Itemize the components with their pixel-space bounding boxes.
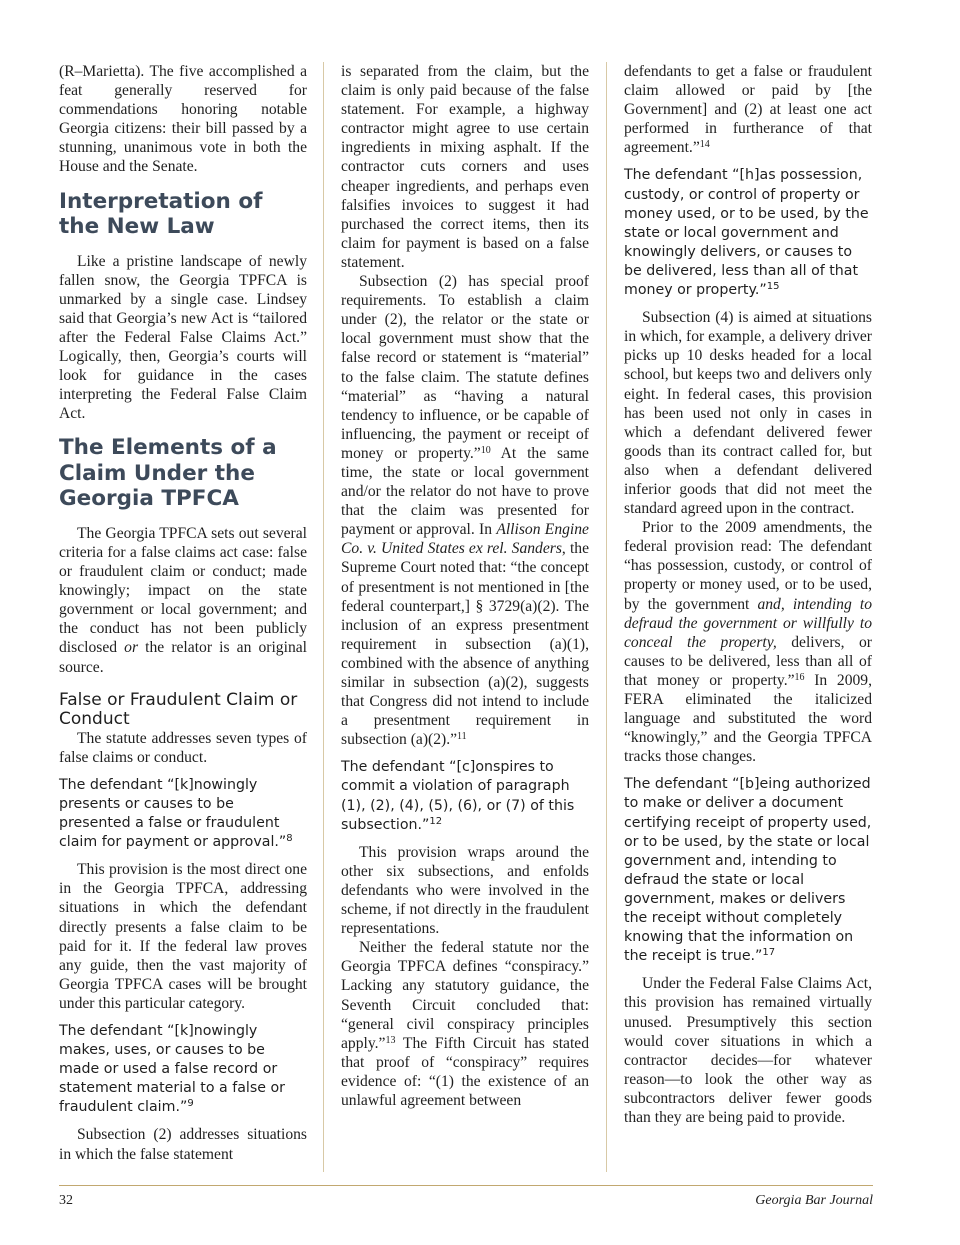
footnote-ref: 10 [480,444,491,456]
paragraph-under: Under the Federal False Claims Act, this provision has remained virtually unused. Presumptively this section would cover situations in which a contractor decides—for whatever reason—to look the other way as subcontractors deliver fewer goods than they are being paid to provide. [624,975,872,1126]
paragraph-separated: is separated from the claim, but the claim is only paid because of the false statement. For example, a highway contractor might agree to use certain ingredients in mixing asphalt. If the contractor cuts corners and uses cheaper ingredients, and perhaps even falsifies invoices to suggest it had purchased the correct items, then its claim for payment is based on a false statement. [341,63,589,271]
paragraph-statute: The statute addresses seven types of false claims or conduct. [59,729,307,766]
column-2 [341,62,589,1110]
journal-title: Georgia Bar Journal [755,1193,873,1208]
column-3 [624,62,872,1127]
page-number: 32 [59,1193,73,1208]
paragraph-subsection-2: Subsection (2) addresses situations in which the false statement [59,1126,307,1163]
paragraph-subsection-4: Subsection (4) is aimed at situations in which, for example, a delivery driver picks up 10 desks headed for a local school, but keeps two and delivers only eight. In federal cases, this provision has been used not only in cases in which a defendant delivered fewer goods than its contract called for, but also when a defendant delivered inferior goods that did not meet the standard agreed upon in the contract. [624,309,872,518]
footer-rule [59,1185,873,1186]
paragraph-wraps: This provision wraps around the other six subsections, and enfolds defendants who were involved in the scheme, if not directly in the fraudulent representations. [341,843,589,938]
footnote-ref: 9 [187,1098,194,1110]
paragraph-interpretation: Like a pristine landscape of newly fallen snow, the Georgia TPFCA is unmarked by a single case. Lindsey said that Georgia’s new Act is “tailored after the Federal False Claims Act.” Logically, then, Georgia’s courts will look for guidance in the cases interpreting the Federal False Claim Act. [59,252,307,423]
paragraph-defendants: defendants to get a false or fraudulent claim allowed or paid by [the Government] and (2) at least one act performed in furtherance of that agreement.”$^{14}$ [624,63,872,157]
paragraph-prior: Prior to the 2009 amendments, the federal provision read: The defendant “has possession, custody, or control of property or money used, or to be used, by the government and, intending to defraud the government or willfully to conceal the property, delivers, or causes to be delivered, less than all of that money or property.”$^{16}$ In 2009, FERA eliminated the italicized language and substituted the word “knowingly,” and the Georgia TPFCA tracks those changes. [624,519,872,766]
paragraph-elements: The Georgia TPFCA sets out several criteria for a false claims act case: false or fraudulent claim or conduct; made knowingly; impact on the state government or local government; and the conduct has not been publicly disclosed or the relator is an original source. [59,524,307,676]
footnote-ref: 12 [429,815,443,827]
footnote-ref: 8 [286,833,293,845]
case-name: Allison Engine Co. v. United States ex rel. Sanders [341,521,589,558]
statute-quote-1: The defendant “[k]nowingly presents or causes to be presented a false or fraudulent claim for payment or approval.”$^8$ [59,776,293,851]
footnote-ref: 14 [699,139,710,151]
footnote-ref: 15 [766,281,780,293]
column-divider [606,62,607,1172]
heading-interpretation: Interpretation of the New Law [59,188,263,240]
paragraph-conspiracy: Neither the federal statute nor the Georgia TPFCA defines “conspiracy.” Lacking any statutory guidance, the Seventh Circuit concluded that: “general civil conspiracy principles apply.”$^{13}$ The Fifth Circuit has stated that proof of “conspiracy” requires evidence of: “(1) the existence of an unlawful agreement between [341,939,589,1109]
footnote-ref: 17 [762,947,776,959]
heading-elements: The Elements of a Claim Under the Georgia TPFCA [59,435,277,512]
statute-quote-3: The defendant “[c]onspires to commit a violation of paragraph (1), (2), (4), (5), (6), or (7) of this subsection.”$^{12}$ [341,759,575,833]
footnote-ref: 16 [794,671,805,683]
statute-quote-4: The defendant “[h]as possession, custody, or control of property or money used, or to be used, by the state or local government and knowingly delivers, or causes to be delivered, less than all of that money or property.”$^{15}$ [624,167,869,299]
paragraph-opening: (R–Marietta). The five accomplished a feat generally reserved for commendations honoring notable Georgia citizens: their bill passed by a stunning, unanimous vote in both the House and the Senate. [59,63,307,176]
subheading-false-claim: False or Fraudulent Claim or Conduct [59,689,298,729]
statute-quote-2: The defendant “[k]nowingly makes, uses, or causes to be made or used a false record or statement material to a false or fraudulent claim.”$^9$ [59,1022,286,1116]
column-1 [59,62,307,1164]
column-divider [323,62,324,1172]
footnote-ref: 13 [385,1034,396,1046]
paragraph-direct: This provision is the most direct one in the Georgia TPFCA, addressing situations in which the defendant directly presents a false claim to be paid for it. If the federal law proves any guide, then the vast majority of Georgia TPFCA cases will be brought under this particular category. [59,861,307,1012]
statute-quote-5: The defendant “[b]eing authorized to make or deliver a document certifying receipt of property used, or to be used, by the state or local government and, intending to defraud the state or local government, makes or delivers the receipt without completely knowing that the information on the receipt is true.”$^{17}$ [624,776,872,965]
paragraph-proof: Subsection (2) has special proof requirements. To establish a claim under (2), the relator or the state or local government must show that the false record or statement is “material” to the false claim. The statute defines “material” as “having a natural tendency to influence, or be capable of influencing, the payment or receipt of money or property.”$^{10}$ At the same time, the state or local government and/or the relator do not have to prove that the claim was presented for payment or approval. In Allison Engine Co. v. United States ex rel. Sanders, the Supreme Court noted that: “the concept of presentment is not mentioned in [the federal counterpart,] § 3729(a)(2). The inclusion of an express presentment requirement in subsection (a)(1), combined with the absence of anything similar in subsection (a)(2), suggests that Congress did not intend to include a presentment requirement in subsection (a)(2).”$^{11}$ [341,273,589,749]
footnote-ref: 11 [457,731,467,743]
